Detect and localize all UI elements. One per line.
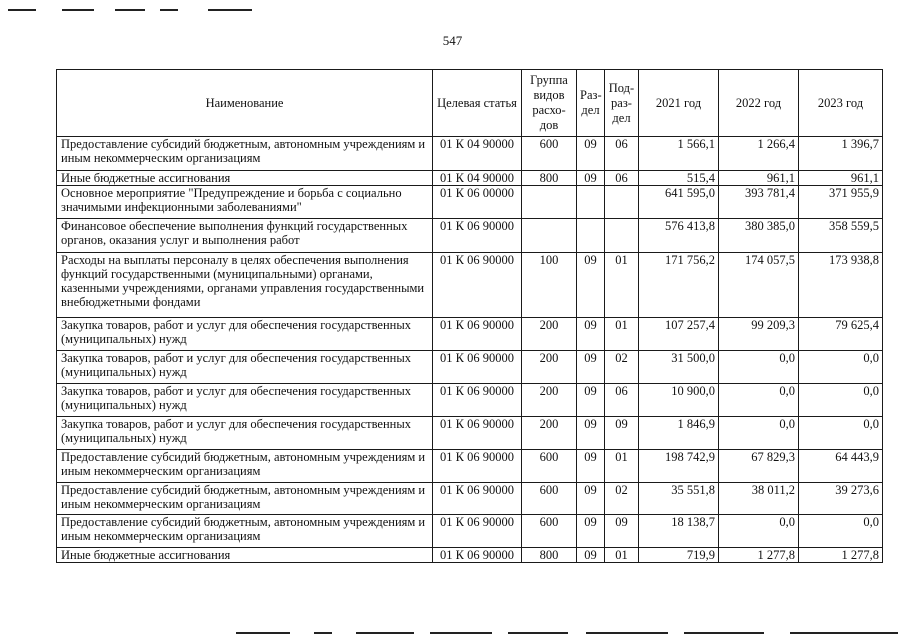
- row-subsection: 09: [605, 417, 639, 450]
- row-target: 01 К 06 90000: [433, 515, 522, 548]
- row-2022: 0,0: [719, 384, 799, 417]
- row-name: Иные бюджетные ассигнования: [57, 171, 433, 186]
- row-name: Предоставление субсидий бюджетным, автономным учреждениям и иным некоммерческим организациям: [57, 137, 433, 171]
- row-2023: 1 396,7: [799, 137, 883, 171]
- row-name: Иные бюджетные ассигнования: [57, 548, 433, 563]
- row-section: [577, 186, 605, 219]
- col-header-name: Наименование: [57, 70, 433, 137]
- row-section: 09: [577, 137, 605, 171]
- col-header-2022: 2022 год: [719, 70, 799, 137]
- row-2022: 380 385,0: [719, 219, 799, 253]
- row-name: Предоставление субсидий бюджетным, автономным учреждениям и иным некоммерческим организациям: [57, 515, 433, 548]
- row-2022: 961,1: [719, 171, 799, 186]
- table-row: [57, 171, 883, 186]
- row-2021: 1 846,9: [639, 417, 719, 450]
- row-group: 100: [522, 253, 577, 318]
- row-name: Расходы на выплаты персоналу в целях обеспечения выполнения функций государственными (муниципальными) органами, казенными учреждениями, органами управления государственными внебюджетными фондами: [57, 253, 433, 318]
- scan-mark: [62, 9, 94, 11]
- row-2023: 0,0: [799, 351, 883, 384]
- row-subsection: 01: [605, 548, 639, 563]
- row-2023: 173 938,8: [799, 253, 883, 318]
- row-2021: 10 900,0: [639, 384, 719, 417]
- row-name: Предоставление субсидий бюджетным, автономным учреждениям и иным некоммерческим организациям: [57, 483, 433, 515]
- row-2023: 39 273,6: [799, 483, 883, 515]
- row-target: 01 К 04 90000: [433, 137, 522, 171]
- row-group: 600: [522, 137, 577, 171]
- row-2021: 576 413,8: [639, 219, 719, 253]
- table-row: [57, 384, 883, 417]
- row-group: 600: [522, 515, 577, 548]
- row-2021: 31 500,0: [639, 351, 719, 384]
- row-section: 09: [577, 483, 605, 515]
- row-target: 01 К 06 90000: [433, 351, 522, 384]
- row-2023: 0,0: [799, 417, 883, 450]
- row-subsection: 02: [605, 483, 639, 515]
- row-target: 01 К 06 90000: [433, 219, 522, 253]
- row-2022: 393 781,4: [719, 186, 799, 219]
- row-subsection: 02: [605, 351, 639, 384]
- row-section: 09: [577, 171, 605, 186]
- row-2023: 371 955,9: [799, 186, 883, 219]
- scan-mark: [586, 632, 668, 634]
- budget-table: [56, 69, 883, 563]
- row-section: 09: [577, 548, 605, 563]
- row-2023: 64 443,9: [799, 450, 883, 483]
- row-2022: 67 829,3: [719, 450, 799, 483]
- row-subsection: [605, 219, 639, 253]
- row-target: 01 К 06 90000: [433, 318, 522, 351]
- row-group: 800: [522, 548, 577, 563]
- row-2022: 1 266,4: [719, 137, 799, 171]
- row-name: Закупка товаров, работ и услуг для обеспечения государственных (муниципальных) нужд: [57, 384, 433, 417]
- row-group: 200: [522, 318, 577, 351]
- row-name: Закупка товаров, работ и услуг для обеспечения государственных (муниципальных) нужд: [57, 417, 433, 450]
- row-2021: 641 595,0: [639, 186, 719, 219]
- row-2022: 0,0: [719, 417, 799, 450]
- scan-mark: [790, 632, 898, 634]
- row-target: 01 К 06 90000: [433, 253, 522, 318]
- row-section: 09: [577, 351, 605, 384]
- table-row: [57, 219, 883, 253]
- row-2023: 0,0: [799, 515, 883, 548]
- row-group: 600: [522, 450, 577, 483]
- row-section: 09: [577, 318, 605, 351]
- row-group: 200: [522, 384, 577, 417]
- row-2023: 79 625,4: [799, 318, 883, 351]
- row-section: 09: [577, 417, 605, 450]
- row-target: 01 К 06 90000: [433, 450, 522, 483]
- row-subsection: 06: [605, 384, 639, 417]
- header-row: [57, 70, 883, 137]
- row-2021: 719,9: [639, 548, 719, 563]
- row-name: Основное мероприятие "Предупреждение и борьба с социально значимыми инфекционными заболеваниями": [57, 186, 433, 219]
- table-row: [57, 450, 883, 483]
- table-row: [57, 253, 883, 318]
- scan-mark: [115, 9, 145, 11]
- row-subsection: 06: [605, 171, 639, 186]
- row-section: [577, 219, 605, 253]
- row-2023: 1 277,8: [799, 548, 883, 563]
- scan-mark: [160, 9, 178, 11]
- scan-mark: [208, 9, 252, 11]
- table-row: [57, 186, 883, 219]
- col-header-subsection: Под-раз-дел: [605, 70, 639, 137]
- col-header-section: Раз-дел: [577, 70, 605, 137]
- row-2022: 174 057,5: [719, 253, 799, 318]
- row-name: Финансовое обеспечение выполнения функций государственных органов, оказания услуг и выполнения работ: [57, 219, 433, 253]
- col-header-group: Группа видов расхо-дов: [522, 70, 577, 137]
- scan-mark: [684, 632, 764, 634]
- row-subsection: 01: [605, 253, 639, 318]
- row-2022: 0,0: [719, 351, 799, 384]
- scan-mark: [236, 632, 290, 634]
- row-2023: 961,1: [799, 171, 883, 186]
- page-number: 547: [442, 33, 463, 48]
- row-section: 09: [577, 253, 605, 318]
- row-group: 200: [522, 351, 577, 384]
- row-name: Предоставление субсидий бюджетным, автономным учреждениям и иным некоммерческим организациям: [57, 450, 433, 483]
- row-2021: 198 742,9: [639, 450, 719, 483]
- row-subsection: 01: [605, 450, 639, 483]
- row-2021: 515,4: [639, 171, 719, 186]
- row-group: 800: [522, 171, 577, 186]
- row-section: 09: [577, 384, 605, 417]
- row-group: 600: [522, 483, 577, 515]
- row-group: [522, 219, 577, 253]
- row-subsection: 09: [605, 515, 639, 548]
- row-name: Закупка товаров, работ и услуг для обеспечения государственных (муниципальных) нужд: [57, 351, 433, 384]
- row-group: 200: [522, 417, 577, 450]
- table-row: [57, 318, 883, 351]
- col-header-2021: 2021 год: [639, 70, 719, 137]
- row-target: 01 К 06 90000: [433, 417, 522, 450]
- row-target: 01 К 06 90000: [433, 384, 522, 417]
- row-2023: 358 559,5: [799, 219, 883, 253]
- row-group: [522, 186, 577, 219]
- table-row: [57, 137, 883, 171]
- row-2022: 1 277,8: [719, 548, 799, 563]
- scan-mark: [356, 632, 414, 634]
- row-subsection: 06: [605, 137, 639, 171]
- row-2021: 1 566,1: [639, 137, 719, 171]
- row-2022: 99 209,3: [719, 318, 799, 351]
- row-section: 09: [577, 515, 605, 548]
- row-target: 01 К 06 00000: [433, 186, 522, 219]
- row-2021: 107 257,4: [639, 318, 719, 351]
- scan-mark: [314, 632, 332, 634]
- row-subsection: [605, 186, 639, 219]
- table-row: [57, 515, 883, 548]
- row-2022: 0,0: [719, 515, 799, 548]
- row-2021: 35 551,8: [639, 483, 719, 515]
- scan-mark: [430, 632, 492, 634]
- row-2021: 18 138,7: [639, 515, 719, 548]
- row-target: 01 К 06 90000: [433, 483, 522, 515]
- row-target: 01 К 06 90000: [433, 548, 522, 563]
- row-target: 01 К 04 90000: [433, 171, 522, 186]
- row-2021: 171 756,2: [639, 253, 719, 318]
- row-2022: 38 011,2: [719, 483, 799, 515]
- row-name: Закупка товаров, работ и услуг для обеспечения государственных (муниципальных) нужд: [57, 318, 433, 351]
- table-row: [57, 483, 883, 515]
- table-row: [57, 548, 883, 563]
- row-2023: 0,0: [799, 384, 883, 417]
- row-section: 09: [577, 450, 605, 483]
- table-row: [57, 417, 883, 450]
- scan-mark: [508, 632, 568, 634]
- col-header-2023: 2023 год: [799, 70, 883, 137]
- scan-mark: [8, 9, 36, 11]
- row-subsection: 01: [605, 318, 639, 351]
- table-row: [57, 351, 883, 384]
- col-header-target: Целевая статья: [433, 70, 522, 137]
